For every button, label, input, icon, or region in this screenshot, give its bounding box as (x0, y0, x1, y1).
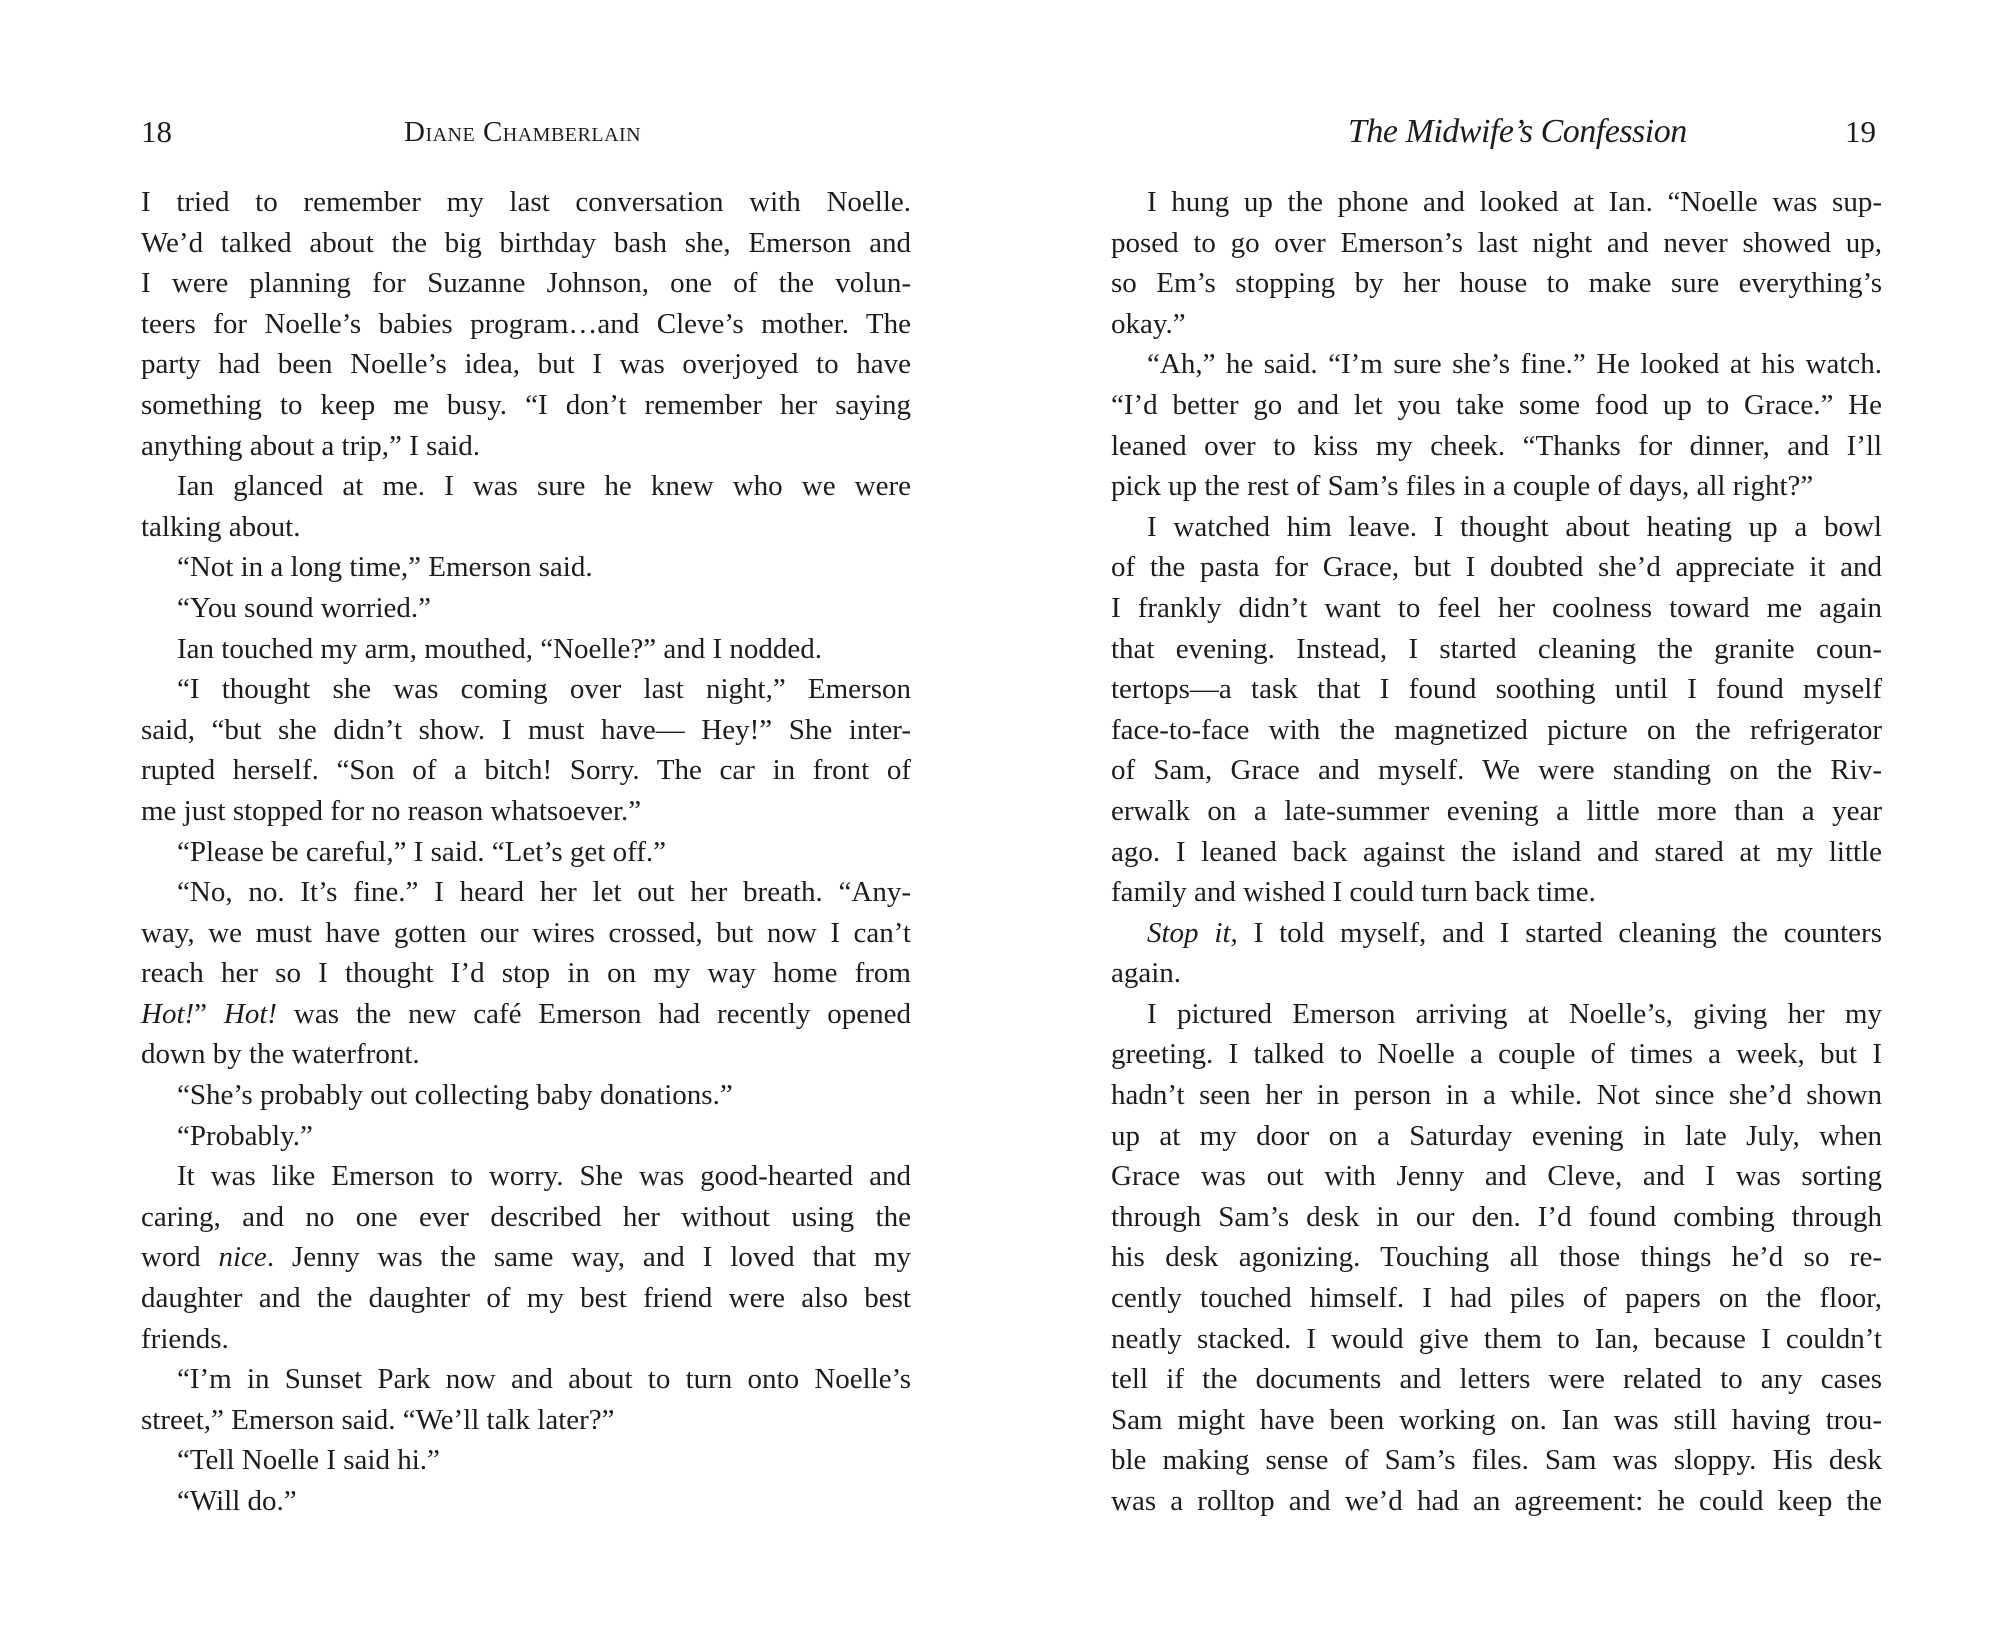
text-line: ago. I leaned back against the island and stared at my little (1111, 835, 1882, 868)
text-line: We’d talked about the big birthday bash she, Emerson and (141, 226, 911, 259)
text-line: neatly stacked. I would give them to Ian, because I couldn’t (1111, 1322, 1882, 1355)
text-line: I hung up the phone and looked at Ian. “Noelle was sup- (1147, 186, 1882, 218)
text-segment: I told myself, and I started cleaning the counters (1237, 916, 1882, 949)
text-segment: . Jenny was the same way, and I loved that my (266, 1241, 911, 1274)
text-line: Grace was out with Jenny and Cleve, and I was sorting (1111, 1160, 1882, 1193)
text-line: of the pasta for Grace, but I doubted she’d appreciate it and (1111, 551, 1882, 584)
text-line: family and wished I could turn back time. (1111, 876, 1596, 909)
text-line: “Not in a long time,” Emerson said. (177, 551, 593, 584)
text-line: hadn’t seen her in person in a while. Not since she’d shown (1111, 1079, 1882, 1112)
text-line: erwalk on a late-summer evening a little more than a year (1111, 794, 1882, 827)
text-line: talking about. (141, 510, 301, 543)
text-line: I were planning for Suzanne Johnson, one of the volun- (141, 267, 911, 300)
text-line: up at my door on a Saturday evening in late July, when (1111, 1119, 1882, 1152)
text-line: greeting. I talked to Noelle a couple of times a week, but I (1111, 1038, 1882, 1071)
text-line: cently touched himself. I had piles of papers on the floor, (1111, 1282, 1882, 1315)
text-line: leaned over to kiss my cheek. “Thanks for dinner, and I’ll (1111, 429, 1882, 462)
text-line: “No, no. It’s fine.” I heard her let out her breath. “Any- (177, 876, 911, 909)
text-line: street,” Emerson said. “We’ll talk later?” (141, 1403, 615, 1436)
text-line: Ian glanced at me. I was sure he knew who we were (177, 470, 911, 503)
text-line: down by the waterfront. (141, 1038, 420, 1071)
text-line: me just stopped for no reason whatsoever.” (141, 794, 642, 827)
text-line: “You sound worried.” (177, 591, 432, 624)
text-line: of Sam, Grace and myself. We were standing on the Riv- (1111, 754, 1882, 787)
text-line: said, “but she didn’t show. I must have— Hey!” She inter- (141, 713, 911, 746)
page-number: 18 (141, 114, 172, 149)
text-line: I tried to remember my last conversation with Noelle. (141, 186, 911, 218)
text-segment: ” (194, 997, 224, 1030)
text-segment: word (141, 1241, 219, 1274)
text-line: tertops—a task that I found soothing until I found myself (1111, 673, 1882, 706)
text-line: face-to-face with the magnetized picture on the refrigerator (1111, 713, 1882, 746)
text-line (1111, 913, 1882, 954)
text-line: “I’m in Sunset Park now and about to turn onto Noelle’s (177, 1363, 911, 1396)
body-text (1111, 182, 1882, 1522)
page-number: 19 (1845, 114, 1876, 149)
text-line: I watched him leave. I thought about heating up a bowl (1147, 510, 1882, 543)
text-line: his desk agonizing. Touching all those things he’d so re- (1111, 1241, 1882, 1274)
text-line: tell if the documents and letters were related to any cases (1111, 1363, 1882, 1396)
text-line: It was like Emerson to worry. She was good-hearted and (177, 1160, 911, 1193)
text-line: posed to go over Emerson’s last night and never showed up, (1111, 226, 1882, 259)
text-line: “Probably.” (177, 1119, 313, 1152)
text-line: okay.” (1111, 307, 1186, 340)
text-line: “I thought she was coming over last night,” Emerson (177, 673, 911, 706)
italic-text: Hot! (223, 997, 278, 1030)
text-line: daughter and the daughter of my best friend were also best (141, 1282, 911, 1315)
text-line (141, 994, 911, 1035)
text-line: that evening. Instead, I started cleaning the granite coun- (1111, 632, 1882, 665)
italic-text: Hot! (141, 997, 195, 1030)
text-line: reach her so I thought I’d stop in on my way home from (141, 957, 911, 990)
title-running-head: The Midwife’s Confession (1348, 113, 1687, 150)
text-line (141, 1237, 911, 1278)
text-line: something to keep me busy. “I don’t remember her saying (141, 388, 911, 421)
text-line: teers for Noelle’s babies program…and Cleve’s mother. The (141, 307, 911, 340)
text-segment: was the new café Emerson had recently opened (277, 997, 912, 1030)
text-line: “Ah,” he said. “I’m sure she’s fine.” He looked at his watch. (1147, 348, 1882, 381)
text-line: ble making sense of Sam’s files. Sam was sloppy. His desk (1111, 1444, 1882, 1477)
text-line: again. (1111, 957, 1182, 990)
text-line: I pictured Emerson arriving at Noelle’s, giving her my (1147, 997, 1882, 1030)
body-text (141, 182, 911, 1522)
text-line: through Sam’s desk in our den. I’d found combing through (1111, 1200, 1882, 1233)
text-line: friends. (141, 1322, 229, 1355)
text-line: so Em’s stopping by her house to make sure everything’s (1111, 267, 1882, 300)
text-line: was a rolltop and we’d had an agreement: he could keep the (1111, 1485, 1882, 1517)
text-line: “I’d better go and let you take some food up to Grace.” He (1111, 388, 1882, 421)
text-line: way, we must have gotten our wires crossed, but now I can’t (141, 916, 911, 949)
text-line: “She’s probably out collecting baby donations.” (177, 1079, 733, 1112)
text-line: pick up the rest of Sam’s files in a couple of days, all right?” (1111, 470, 1814, 503)
text-line: caring, and no one ever described her without using the (141, 1200, 911, 1233)
text-line: party had been Noelle’s idea, but I was overjoyed to have (141, 348, 911, 381)
right-page (1000, 0, 2000, 1631)
text-line: I frankly didn’t want to feel her coolness toward me again (1111, 591, 1882, 624)
text-line: anything about a trip,” I said. (141, 429, 481, 462)
italic-text: Stop it, (1147, 916, 1238, 949)
text-line: “Tell Noelle I said hi.” (177, 1444, 440, 1477)
text-line: Ian touched my arm, mouthed, “Noelle?” and I nodded. (177, 632, 823, 665)
text-line: rupted herself. “Son of a bitch! Sorry. The car in front of (141, 754, 911, 787)
text-line: “Will do.” (177, 1485, 297, 1517)
text-line: “Please be careful,” I said. “Let’s get off.” (177, 835, 667, 868)
italic-text: nice (218, 1241, 267, 1274)
text-line: Sam might have been working on. Ian was still having trou- (1111, 1403, 1882, 1436)
author-running-head: Diane Chamberlain (404, 116, 642, 148)
